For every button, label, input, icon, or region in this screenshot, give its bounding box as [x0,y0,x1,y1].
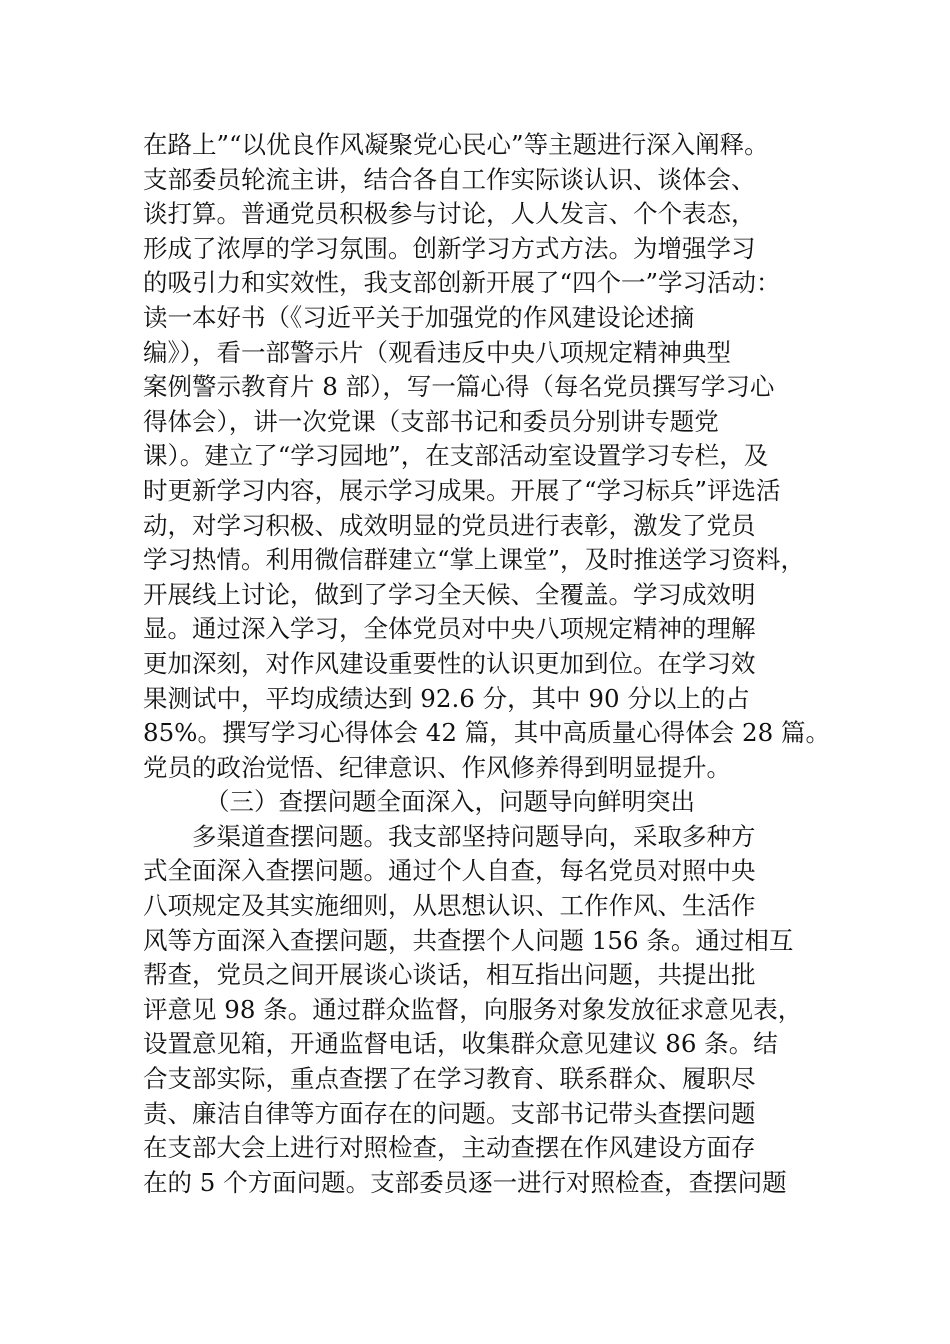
paragraph-first-line: 多渠道查摆问题。我支部坚持问题导向，采取多种方 [192,821,756,851]
text-line: 课）。建立了“学习园地”，在支部活动室设置学习专栏，及 [143,441,769,471]
text-line: 设置意见箱，开通监督电话，收集群众意见建议 86 条。结 [143,1029,778,1059]
text-line: 党员的政治觉悟、纪律意识、作风修养得到明显提升。 [143,752,731,782]
text-line: 责、廉洁自律等方面存在的问题。支部书记带头查摆问题 [143,1098,756,1128]
text-line: 动，对学习积极、成效明显的党员进行表彰，激发了党员 [143,510,756,540]
text-line: 合支部实际，重点查摆了在学习教育、联系群众、履职尽 [143,1064,756,1094]
text-line: 果测试中，平均成绩达到 92.6 分，其中 90 分以上的占 [143,683,750,713]
text-line: 更加深刻，对作风建设重要性的认识更加到位。在学习效 [143,648,756,678]
text-line: 帮查，党员之间开展谈心谈话，相互指出问题，共提出批 [143,960,756,990]
text-line: 支部委员轮流主讲，结合各自工作实际谈认识、谈体会、 [143,164,756,194]
body-text [143,128,843,1200]
text-line: 案例警示教育片 8 部），写一篇心得（每名党员撰写学习心 [143,372,775,402]
text-line: 学习热情。利用微信群建立“掌上课堂”，及时推送学习资料， [143,545,806,575]
text-line: 式全面深入查摆问题。通过个人自查，每名党员对照中央 [143,856,756,886]
text-line: 谈打算。普通党员积极参与讨论，人人发言、个个表态， [143,199,756,229]
text-line: 八项规定及其实施细则，从思想认识、工作作风、生活作 [143,891,756,921]
text-line: 在路上”“以优良作风凝聚党心民心”等主题进行深入阐释。 [143,130,769,159]
text-line: 时更新学习内容，展示学习成果。开展了“学习标兵”评选活 [143,475,781,505]
text-line: 显。通过深入学习，全体党员对中央八项规定精神的理解 [143,614,756,644]
text-line: 形成了浓厚的学习氛围。创新学习方式方法。为增强学习 [143,233,756,263]
text-line: 读一本好书（《习近平关于加强党的作风建设论述摘 [143,302,695,332]
text-line: 开展线上讨论，做到了学习全天候、全覆盖。学习成效明 [143,579,756,609]
text-line: 得体会），讲一次党课（支部书记和委员分别讲专题党 [143,406,719,436]
text-line: 的吸引力和实效性，我支部创新开展了“四个一”学习活动： [143,268,781,298]
text-line: 风等方面深入查摆问题，共查摆个人问题 156 条。通过相互 [143,925,794,955]
text-line: 在支部大会上进行对照检查，主动查摆在作风建设方面存 [143,1133,756,1163]
text-line: 评意见 98 条。通过群众监督，向服务对象发放征求意见表， [143,994,803,1024]
text-line: 编》），看一部警示片（观看违反中央八项规定精神典型 [143,337,731,367]
section-heading: （三）查摆问题全面深入，问题导向鲜明突出 [205,787,695,817]
text-line: 在的 5 个方面问题。支部委员逐一进行对照检查，查摆问题 [143,1167,787,1197]
text-line: 85%。撰写学习心得体会 42 篇，其中高质量心得体会 28 篇。 [143,718,830,748]
